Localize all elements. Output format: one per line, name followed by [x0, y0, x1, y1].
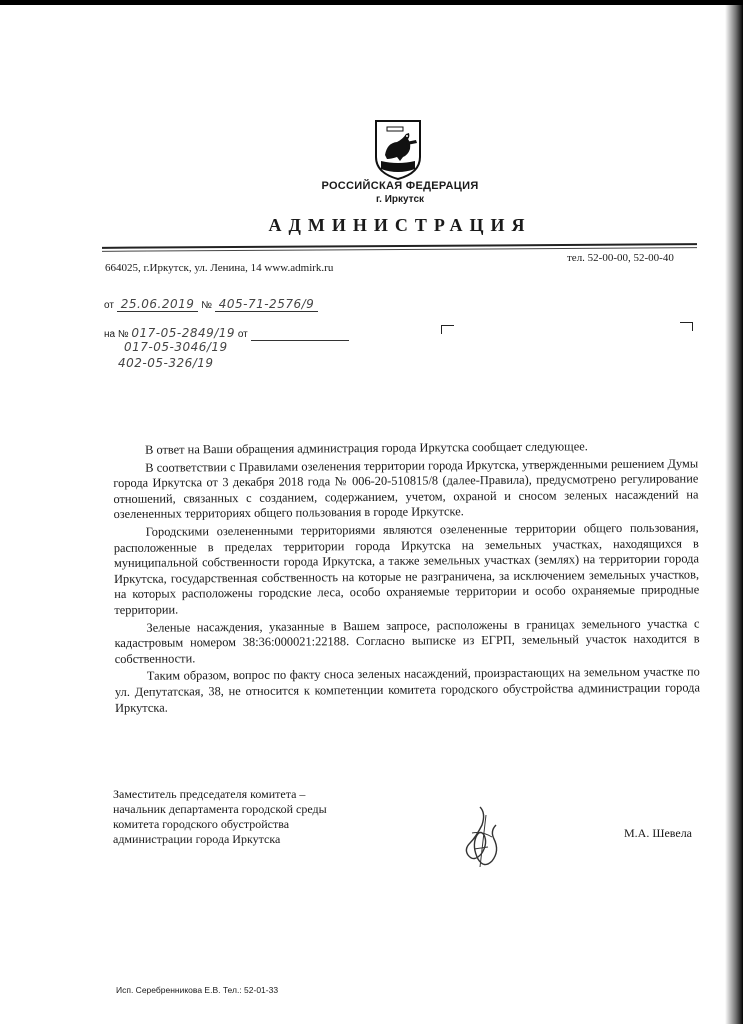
scan-right-shadow: [725, 0, 743, 1024]
body-paragraph: Таким образом, вопрос по факту сноса зеленых насаждений, произрастающих на земельном участке по ул. Депутатская, 38, не относится к компетенции комитета городского обустройства администрации города Иркутска.: [114, 664, 700, 715]
signatory-name: М.А. Шевела: [624, 826, 693, 840]
body-paragraph: Городскими озелененными территориями являются озелененные территории общего пользования, расположенные в пределах территории города Иркутска на земельных участках, находящихся в муниципальной собственности города Иркутска, а также земельных участках (землях) на территории города Иркутска, государственная собственность на которые не разграничена, за исключением земельных участков, на которых расположены городские леса, особо охраняемые территории и особо охраняемые природные территории.: [113, 520, 700, 617]
incoming-date-blank: [251, 329, 349, 341]
number-prefix: №: [201, 300, 212, 311]
federation-label: РОССИЙСКАЯ ФЕДЕРАЦИЯ: [321, 180, 479, 192]
incoming-reference: [104, 326, 349, 341]
letter-body: [113, 438, 700, 718]
incoming-ref-3: 402-05-326/19: [118, 356, 214, 370]
city-coat-of-arms-icon: [373, 117, 423, 181]
scan-top-border: [0, 0, 743, 5]
executor-line: Исп. Серебренникова Е.В. Тел.: 52-01-33: [116, 985, 279, 995]
incoming-ref-2: 017-05-3046/19: [124, 340, 228, 354]
position-line: комитета городского обустройства: [113, 817, 290, 831]
to-prefix: на №: [104, 329, 129, 340]
body-paragraph: В соответствии с Правилами озеленения территории города Иркутска, утвержденными решением Думы города Иркутска от 3 декабря 2018 года № 006-20-510815/8 (далее-Правила), предусмотрено регулирование отношений, связанных с созданием, содержанием, учетом, охраной и сносом зеленых насаждений на озелененных территориях общего пользования в городе Иркутске.: [113, 455, 699, 522]
address-line: 664025, г.Иркутск, ул. Ленина, 14 www.admirk.ru: [105, 262, 334, 274]
position-line: начальник департамента городской среды: [113, 802, 327, 816]
outgoing-number: 405-71-2576/9: [215, 297, 319, 312]
body-paragraph: Зеленые насаждения, указанные в Вашем запросе, расположены в границах земельного участка с кадастровым номером 38:36:000021:22188. Согласно выписке из ЕГРП, земельный участок находится в собственности.: [114, 615, 700, 666]
body-paragraph: В ответ на Ваши обращения администрация города Иркутска сообщает следующее.: [144, 439, 588, 457]
position-line: администрации города Иркутска: [113, 832, 281, 846]
incoming-ref-1: 017-05-2849/19: [131, 326, 236, 340]
city-label: г. Иркутск: [375, 194, 425, 205]
outgoing-reference: [104, 297, 318, 312]
signatory-position: [113, 787, 327, 847]
position-line: Заместитель председателя комитета –: [113, 787, 306, 801]
document-title: АДМИНИСТРАЦИЯ: [268, 215, 532, 235]
handwritten-signature: [458, 803, 504, 871]
addressee-corner-right: [680, 322, 693, 331]
outgoing-date: 25.06.2019: [117, 297, 199, 312]
incoming-from-prefix: от: [237, 329, 248, 340]
addressee-corner-left: [441, 325, 454, 334]
from-prefix: от: [104, 300, 114, 311]
phone-line: тел. 52-00-00, 52-00-40: [567, 252, 674, 264]
